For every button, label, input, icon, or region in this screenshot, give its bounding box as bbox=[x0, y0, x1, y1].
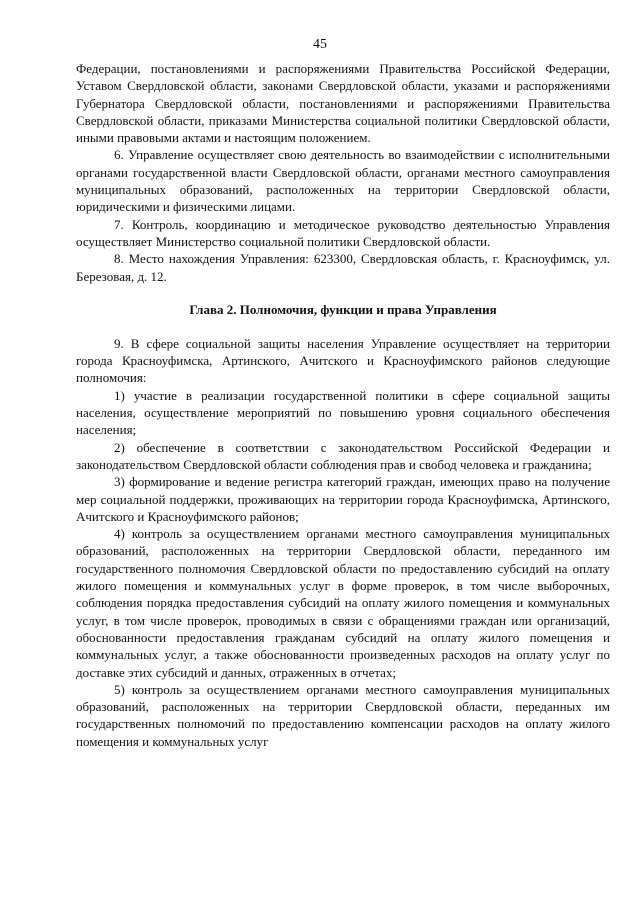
page-number: 45 bbox=[313, 37, 327, 52]
subitem-4: 4) контроль за осуществлением органами местного самоуправления муниципальных образований, расположенных на территории Свердловской области, переданного им государственного полномочия Свердловской области по предоставлению субсидий на оплату жилого помещения и коммунальных услуг в форме проверок, в том числе выборочных, соблюдения порядка предоставления субсидий на оплату жилого помещения и коммунальных услуг, в том числе проверок, проводимых в связи с обращениями граждан или организаций, обоснованности предоставления гражданам субсидий на оплату жилого помещения и коммунальных услуг, а также обоснованности произведенных расходов на оплату услуг по доставке этих субсидий и данных, отраженных в отчетах; bbox=[76, 526, 610, 680]
subitem-2: 2) обеспечение в соответствии с законодательством Российской Федерации и законодательством Свердловской области соблюдения прав и свобод человека и гражданина; bbox=[76, 439, 610, 472]
paragraph-item-8: 8. Место нахождения Управления: 623300, Свердловская область, г. Красноуфимск, ул. Березовая, д. 12. bbox=[76, 251, 610, 284]
paragraph-item-6: 6. Управление осуществляет свою деятельность во взаимодействии с исполнительными органами государственной власти Свердловской области, органами местного самоуправления муниципальных образований, расположенных на территории Свердловской области, юридическими и физическими лицами. bbox=[76, 147, 610, 215]
document-body bbox=[76, 60, 610, 750]
paragraph-item-9: 9. В сфере социальной защиты населения Управление осуществляет на территории города Красноуфимска, Артинского, Ачитского и Красноуфимского районов следующие полномочия: bbox=[76, 335, 610, 386]
paragraph-continuation: Федерации, постановлениями и распоряжениями Правительства Российской Федерации, Уставом Свердловской области, законами Свердловской области, указами и распоряжениями Губернатора Свердловской области, постановлениями и распоряжениями Правительства Свердловской области, приказами Министерства социальной политики Свердловской области, иными правовыми актами и настоящим положением. bbox=[76, 61, 610, 146]
subitem-3: 3) формирование и ведение регистра категорий граждан, имеющих право на получение мер социальной поддержки, проживающих на территории города Красноуфимска, Артинского, Ачитского и Красноуфимского районов; bbox=[76, 474, 610, 524]
subitem-5: 5) контроль за осуществлением органами местного самоуправления муниципальных образований, расположенных на территории Свердловской области, переданных им государственных полномочий по предоставлению компенсации расходов на оплату жилого помещения и коммунальных услуг bbox=[76, 681, 610, 749]
paragraph-item-7: 7. Контроль, координацию и методическое руководство деятельностью Управления осуществляет Министерство социальной политики Свердловской области. bbox=[76, 216, 610, 249]
chapter-heading: Глава 2. Полномочия, функции и права Управления bbox=[189, 301, 497, 317]
subitem-1: 1) участие в реализации государственной политики в сфере социальной защиты населения, осуществление мероприятий по повышению уровня социального обеспечения населения; bbox=[76, 387, 610, 438]
